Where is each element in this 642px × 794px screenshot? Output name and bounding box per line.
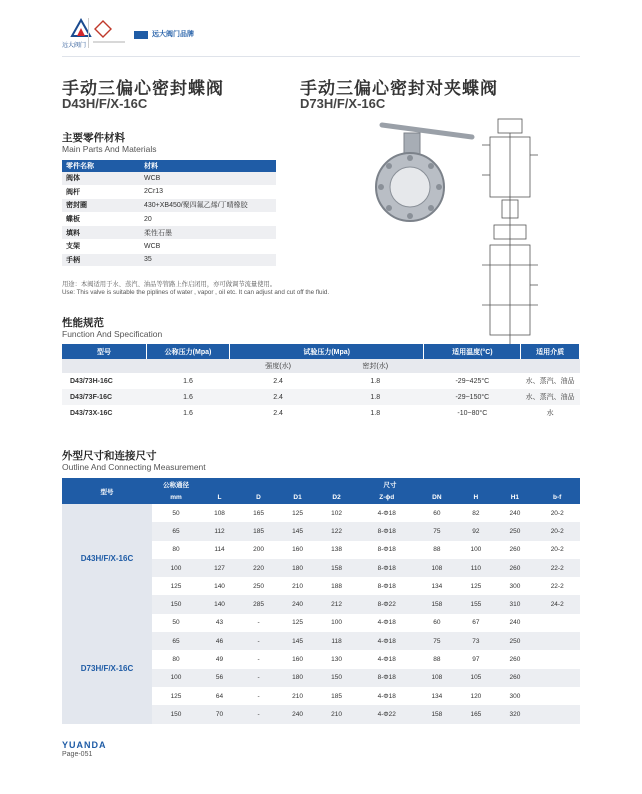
part-name: 密封圈: [62, 199, 140, 213]
dims-cell: 100: [152, 559, 200, 577]
dims-cell: 185: [239, 522, 278, 540]
dims-cell: 210: [292, 692, 303, 700]
dims-cell: 50: [172, 509, 180, 517]
dims-cell: 188: [331, 582, 342, 590]
dims-cell: 75: [417, 632, 456, 650]
dims-cell: 46: [200, 632, 239, 650]
dims-cell: 24-2: [534, 595, 580, 613]
dims-cell: [534, 669, 580, 687]
part-name: 蝶板: [62, 212, 140, 226]
dims-cell: [534, 614, 580, 632]
title-left-model: D43H/F/X-16C: [62, 96, 148, 111]
dims-cell: 165: [456, 705, 495, 723]
dims-cell: 8-Φ18: [377, 582, 396, 590]
spec-seal: 1.8: [327, 389, 424, 405]
spec-seal: 1.8: [370, 377, 381, 385]
dims-cell: 300: [509, 582, 521, 590]
dims-cell: 285: [239, 595, 278, 613]
parts-title-en: Main Parts And Materials: [62, 144, 157, 154]
dims-cell: 22-2: [550, 582, 564, 590]
dims-col-header: DN: [417, 491, 456, 504]
spec-medium: 水: [546, 410, 554, 417]
spec-sub-strength: 强度(水): [230, 359, 327, 373]
part-material: WCB: [140, 239, 276, 253]
table-row: [62, 199, 276, 213]
dims-cell: 75: [417, 522, 456, 540]
dims-cell: 50: [172, 619, 180, 627]
dims-cell: 145: [278, 522, 317, 540]
dims-cell: 60: [433, 619, 441, 627]
part-material: 20: [140, 212, 276, 226]
dims-cell: 100: [152, 669, 200, 687]
page-number: Page-051: [62, 751, 93, 758]
valve-product-image: [362, 115, 497, 225]
dims-cell: 155: [456, 595, 495, 613]
dims-cell: -: [257, 692, 260, 700]
dims-cell: 140: [200, 595, 239, 613]
spec-head-test: 试验压力(Mpa): [230, 344, 424, 359]
dims-cell: 60: [433, 509, 441, 517]
dims-cell: 158: [317, 559, 356, 577]
spec-title-cn: 性能规范: [62, 317, 104, 329]
diamond-logo-icon: [89, 18, 129, 48]
dims-col-header: H: [456, 491, 495, 504]
dims-col-header: b-f: [534, 491, 580, 504]
brand-tag-text: 远大阀门品牌: [152, 31, 194, 38]
dims-col-header: Z-ϕd: [356, 491, 417, 504]
header-divider: [62, 56, 580, 57]
spec-head-model: 型号: [62, 344, 147, 359]
spec-model: D43/73X-16C: [70, 409, 113, 417]
dims-cell: 8-Φ22: [356, 595, 417, 613]
part-material: 2Cr13: [140, 185, 276, 199]
dims-cell: -: [239, 705, 278, 723]
spec-table: [62, 344, 580, 421]
dims-cell: 65: [152, 632, 200, 650]
logo-text: 远大阀门: [62, 43, 87, 49]
dims-cell: 145: [278, 632, 317, 650]
table-row: [62, 239, 276, 253]
dims-col-header: D2: [317, 491, 356, 504]
part-material: WCB: [140, 172, 276, 185]
usage-en: Use: This valve is suitable the piplines of water , vapor , oil etc. It can adjust and cut off the fluid.: [62, 289, 330, 296]
dims-cell: 92: [456, 522, 495, 540]
dims-cell: 4-Φ18: [377, 656, 396, 664]
dims-cell: 8-Φ18: [377, 546, 396, 554]
dims-cell: 100: [470, 546, 482, 554]
dims-cell: [534, 705, 580, 723]
usage-cn: 用途：本阀适用于水、蒸汽、油品等管路上作启闭用，亦可做调节流量使用。: [62, 281, 277, 288]
dims-cell: 127: [200, 559, 239, 577]
dims-col-header: D: [239, 491, 278, 504]
dims-cell: 140: [214, 582, 225, 590]
dims-cell: 49: [215, 656, 224, 664]
parts-col-part: 零件名称: [62, 160, 140, 172]
spec-head-pn: 公称压力(Mpa): [147, 344, 230, 359]
parts-col-material: 材料: [140, 160, 276, 172]
dims-title-en: Outline And Connecting Measurement: [62, 462, 206, 472]
spec-seal: 1.8: [370, 409, 381, 417]
dims-cell: 125: [470, 582, 482, 590]
dims-cell: 112: [200, 522, 239, 540]
dims-cell: 240: [509, 619, 521, 627]
dims-cell: 8-Φ18: [356, 559, 417, 577]
dims-cell: 125: [170, 582, 182, 590]
dims-cell: 180: [278, 669, 317, 687]
dims-cell: 80: [172, 546, 180, 554]
dims-cell: [534, 687, 580, 705]
dims-cell: 134: [431, 692, 443, 700]
dims-cell: 70: [200, 705, 239, 723]
spec-sub-seal: 密封(水): [327, 359, 424, 373]
dims-cell: 260: [509, 546, 521, 554]
spec-medium: 水、蒸汽、油品: [521, 389, 580, 405]
title-left-cn: 手动三偏心密封蝶阀: [62, 79, 224, 98]
spec-medium: 水、蒸汽、油品: [525, 378, 575, 385]
dims-cell: 165: [253, 509, 264, 517]
dims-cell: 20-2: [534, 522, 580, 540]
spec-temp: -29~425°C: [455, 377, 490, 385]
dims-cell: 150: [152, 595, 200, 613]
dims-cell: 105: [456, 669, 495, 687]
table-row: [62, 614, 580, 632]
dims-cell: 82: [472, 509, 480, 517]
table-row: [62, 405, 580, 421]
part-name: 支架: [62, 239, 140, 253]
dims-head-dn: 公称通径: [152, 478, 200, 491]
dims-cell: 88: [433, 656, 441, 664]
dims-cell: 150: [152, 705, 200, 723]
dims-cell: 8-Φ18: [356, 669, 417, 687]
dims-cell: 102: [331, 509, 342, 517]
dims-cell: 100: [331, 619, 342, 627]
table-row: [62, 185, 276, 199]
footer-brand: YUANDA: [62, 740, 107, 750]
dims-cell: 200: [253, 546, 264, 554]
dims-cell: 212: [317, 595, 356, 613]
dims-cell: 260: [509, 656, 521, 664]
table-row: [62, 373, 580, 389]
dims-cell: 4-Φ18: [377, 509, 396, 517]
dims-cell: 250: [495, 522, 534, 540]
dims-table: [62, 478, 580, 724]
spec-model: D43/73H-16C: [70, 377, 113, 385]
part-name: 阀杆: [62, 185, 140, 199]
dims-cell: 122: [317, 522, 356, 540]
dims-cell: 114: [214, 546, 225, 554]
dims-col-header: H1: [495, 491, 534, 504]
dims-cell: 250: [495, 632, 534, 650]
dims-cell: 20-2: [550, 546, 564, 554]
dims-cell: 118: [317, 632, 356, 650]
part-material: 430+XB450/聚四氟乙烯/丁晴橡胶: [140, 199, 276, 213]
dims-cell: 4-Φ18: [377, 692, 396, 700]
dims-cell: 67: [472, 619, 480, 627]
part-name: 填料: [62, 226, 140, 240]
spec-head-temp: 适用温度(°C): [424, 344, 521, 359]
dims-cell: 43: [215, 619, 224, 627]
dims-cell: 158: [417, 595, 456, 613]
dims-cell: 210: [292, 582, 303, 590]
table-row: [62, 253, 276, 267]
dims-cell: 64: [215, 692, 224, 700]
part-material: 柔性石墨: [140, 226, 276, 240]
spec-model: D43/73F-16C: [62, 389, 147, 405]
dims-head-model: 型号: [62, 478, 152, 504]
spec-pn: 1.6: [183, 409, 193, 417]
dims-cell: 120: [470, 692, 482, 700]
title-right-model: D73H/F/X-16C: [300, 96, 386, 111]
dims-cell: 180: [278, 559, 317, 577]
dims-cell: 125: [292, 509, 303, 517]
part-material: 35: [140, 253, 276, 267]
dims-cell: 130: [331, 656, 342, 664]
dims-cell: 65: [152, 522, 200, 540]
dims-cell: 108: [417, 669, 456, 687]
dims-cell: 240: [509, 509, 521, 517]
dims-cell: 310: [495, 595, 534, 613]
table-row: [62, 389, 580, 405]
dims-col-header: D1: [278, 491, 317, 504]
dims-cell: [534, 632, 580, 650]
dims-cell: 125: [170, 692, 182, 700]
dims-cell: -: [239, 669, 278, 687]
dims-cell: 8-Φ18: [356, 522, 417, 540]
dims-cell: [534, 650, 580, 668]
dims-cell: 22-2: [534, 559, 580, 577]
dims-cell: 20-2: [550, 509, 564, 517]
dims-model: D43H/F/X-16C: [62, 504, 152, 614]
dims-cell: 158: [417, 705, 456, 723]
dims-cell: 240: [278, 595, 317, 613]
spec-strength: 2.4: [230, 389, 327, 405]
dims-head-size: 尺寸: [200, 478, 580, 491]
brand-tag-marker: [134, 31, 148, 39]
title-right-cn: 手动三偏心密封对夹蝶阀: [300, 79, 498, 98]
parts-title-cn: 主要零件材料: [62, 132, 125, 144]
part-name: 阀体: [62, 172, 140, 185]
spec-pn: 1.6: [183, 377, 193, 385]
dims-cell: 80: [172, 656, 180, 664]
dims-cell: 320: [495, 705, 534, 723]
dims-cell: -: [257, 656, 260, 664]
dims-cell: 150: [317, 669, 356, 687]
spec-pn: 1.6: [147, 389, 230, 405]
dims-cell: 250: [253, 582, 264, 590]
dims-cell: 125: [292, 619, 303, 627]
dims-cell: 220: [239, 559, 278, 577]
table-row: [62, 226, 276, 240]
dims-cell: 56: [200, 669, 239, 687]
spec-title-en: Function And Specification: [62, 329, 163, 339]
dims-cell: 134: [431, 582, 443, 590]
valve-section-drawing: [480, 115, 540, 345]
dims-title-cn: 外型尺寸和连接尺寸: [62, 450, 157, 462]
dims-cell: 185: [331, 692, 342, 700]
dims-cell: 108: [417, 559, 456, 577]
dims-cell: 160: [292, 656, 303, 664]
dims-cell: 260: [495, 669, 534, 687]
dims-cell: 73: [456, 632, 495, 650]
table-row: [62, 172, 276, 185]
secondary-logo: [88, 18, 129, 48]
spec-temp: -10~80°C: [457, 409, 488, 417]
dims-model: D73H/F/X-16C: [62, 614, 152, 724]
brand-tag: [134, 28, 229, 42]
dims-cell: 110: [456, 559, 495, 577]
dims-cell: 160: [292, 546, 303, 554]
spec-strength: 2.4: [273, 409, 283, 417]
spec-temp: -29~150°C: [424, 389, 521, 405]
dims-cell: 4-Φ18: [377, 619, 396, 627]
dims-cell: -: [239, 632, 278, 650]
dims-cell: 108: [214, 509, 225, 517]
part-name: 手柄: [62, 253, 140, 267]
spec-strength: 2.4: [273, 377, 283, 385]
dims-col-header: mm: [152, 491, 200, 504]
dims-cell: 4-Φ22: [356, 705, 417, 723]
dims-cell: 260: [495, 559, 534, 577]
dims-cell: 4-Φ18: [356, 632, 417, 650]
spec-head-medium: 适用介质: [521, 344, 580, 359]
dims-cell: 97: [472, 656, 480, 664]
dims-cell: 88: [433, 546, 441, 554]
dims-cell: 300: [509, 692, 521, 700]
dims-col-header: L: [200, 491, 239, 504]
parts-table: [62, 160, 276, 267]
dims-cell: -: [257, 619, 260, 627]
dims-cell: 240: [278, 705, 317, 723]
table-row: [62, 212, 276, 226]
table-row: [62, 504, 580, 522]
dims-cell: 138: [331, 546, 342, 554]
dims-cell: 210: [317, 705, 356, 723]
